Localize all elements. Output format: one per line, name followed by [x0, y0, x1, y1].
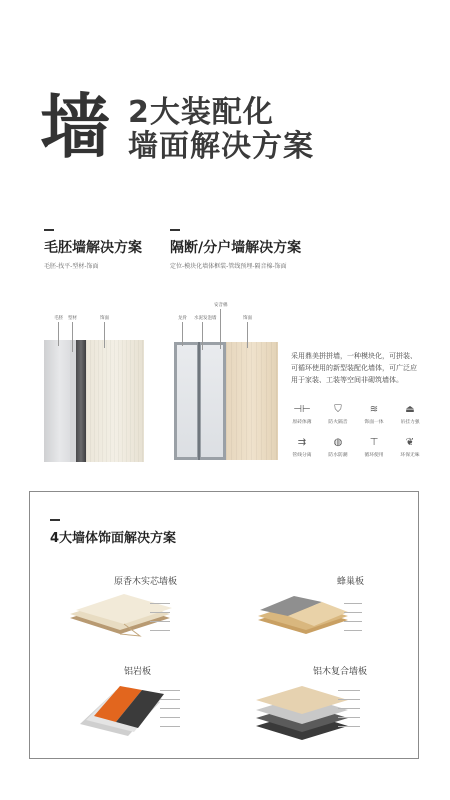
feature-item: [324, 437, 352, 458]
partition-wall-illustration: [174, 342, 278, 460]
feature-label: 环保无味: [400, 453, 420, 458]
feature-item: [360, 404, 388, 425]
product-description: 采用鼎美拼拼墙，一种模块化，可拼装、可循环使用的新型装配化墙体，可广泛应用于家装、工装等空间非砌筑墙体。: [291, 352, 417, 384]
width-icon: ⊣⊢: [293, 404, 311, 415]
feature-row-2: [288, 437, 424, 458]
right-section-title: 隔断/分户墙解决方案: [170, 240, 302, 256]
feature-item: [324, 404, 352, 425]
honeycomb-panel-illustration: [254, 590, 354, 642]
label-rough: 毛胚: [54, 316, 63, 321]
hero-title-line-1: 2大装配化: [128, 95, 274, 130]
wood-core-panel-illustration: [62, 588, 192, 648]
weight-icon: ⏏: [405, 404, 415, 415]
feature-label: 饰面一体: [364, 420, 384, 425]
keel-post: [198, 342, 200, 460]
label-partition-finish: 饰面: [243, 316, 252, 321]
aluminum-wood-panel-illustration: [252, 682, 352, 744]
tiny-leader: [338, 708, 360, 709]
tiny-leader: [344, 621, 362, 622]
leader-line-profile: [72, 322, 73, 352]
partition-finish-panel: [226, 342, 278, 460]
tiny-leader: [150, 612, 170, 613]
right-section-subtitle: 定位-模块化墙体框装-管线预埋-隔音棉-饰面: [170, 263, 287, 270]
feature-item: [288, 437, 316, 458]
tiny-leader: [344, 630, 362, 631]
feature-item: [396, 437, 424, 458]
bottom-section-dash: [50, 519, 60, 521]
tiny-leader: [150, 621, 170, 622]
left-section-dash: [44, 229, 54, 231]
hammer-icon: ⊤: [369, 437, 379, 448]
label-keel: 龙骨: [178, 316, 187, 321]
leader-line-rough: [58, 322, 59, 346]
rough-wall-illustration: [44, 340, 144, 462]
label-profile: 型材: [68, 316, 77, 321]
tiny-leader: [160, 726, 180, 727]
profile-strip: [76, 340, 86, 462]
tiny-leader: [150, 630, 170, 631]
feature-item: [396, 404, 424, 425]
feature-label: 防火隔音: [328, 420, 348, 425]
tiny-leader: [150, 603, 170, 604]
leader-line-foam: [202, 322, 203, 350]
tiny-leader: [344, 612, 362, 613]
feature-label: 管线分离: [292, 453, 312, 458]
feature-item: [288, 404, 316, 425]
left-section-title: 毛胚墙解决方案: [44, 240, 142, 256]
leader-line-partition-finish: [247, 322, 248, 348]
finish-panel: [86, 340, 144, 462]
feature-label: 防水防潮: [328, 453, 348, 458]
aluminum-rock-panel-illustration: [76, 678, 186, 748]
leader-line-finish: [104, 322, 105, 348]
tiny-leader: [160, 708, 180, 709]
material-title-aluminum-wood: 铝木复合墙板: [313, 667, 368, 677]
bottom-section-title: 4大墙体饰面解决方案: [50, 531, 177, 546]
feature-grid: [288, 404, 424, 458]
label-finish: 饰面: [100, 316, 109, 321]
feature-row-1: [288, 404, 424, 425]
hero-character: 墙: [40, 86, 108, 168]
frame-cell-1: [177, 345, 197, 457]
tiny-leader: [338, 726, 360, 727]
material-title-honeycomb: 蜂巢板: [337, 577, 365, 587]
hero-title-line-2: 墙面解决方案: [128, 129, 314, 164]
leaf-icon: ❦: [405, 437, 415, 448]
material-title-wood-core: 原香木实芯墙板: [114, 577, 178, 587]
tiny-leader: [160, 717, 180, 718]
tiny-leader: [338, 699, 360, 700]
shield-icon: ⛉: [334, 404, 342, 415]
label-sound-cotton: 安音棉: [214, 303, 228, 308]
layers-icon: ≋: [369, 404, 379, 415]
left-section-subtitle: 毛胚-找平-型材-饰面: [44, 263, 99, 270]
tiny-leader: [344, 603, 362, 604]
feature-item: [360, 437, 388, 458]
pipe-icon: ⇉: [297, 437, 307, 448]
leader-line-cotton: [220, 309, 221, 349]
tiny-leader: [338, 717, 360, 718]
rough-wall-layer: [44, 340, 70, 462]
feature-label: 吊挂力强: [400, 420, 420, 425]
material-title-aluminum-rock: 铝岩板: [124, 667, 152, 677]
right-section-dash: [170, 229, 180, 231]
feature-label: 原砖体薄: [292, 420, 312, 425]
label-foam-wall: 水泥发泡墙: [194, 316, 217, 321]
leader-line-keel: [182, 322, 183, 346]
droplet-icon: ◍: [333, 437, 343, 448]
tiny-leader: [338, 690, 360, 691]
keel-frame: [174, 342, 226, 460]
tiny-leader: [160, 690, 180, 691]
tiny-leader: [160, 699, 180, 700]
frame-cell-2: [201, 345, 223, 457]
feature-label: 循环使用: [364, 453, 384, 458]
